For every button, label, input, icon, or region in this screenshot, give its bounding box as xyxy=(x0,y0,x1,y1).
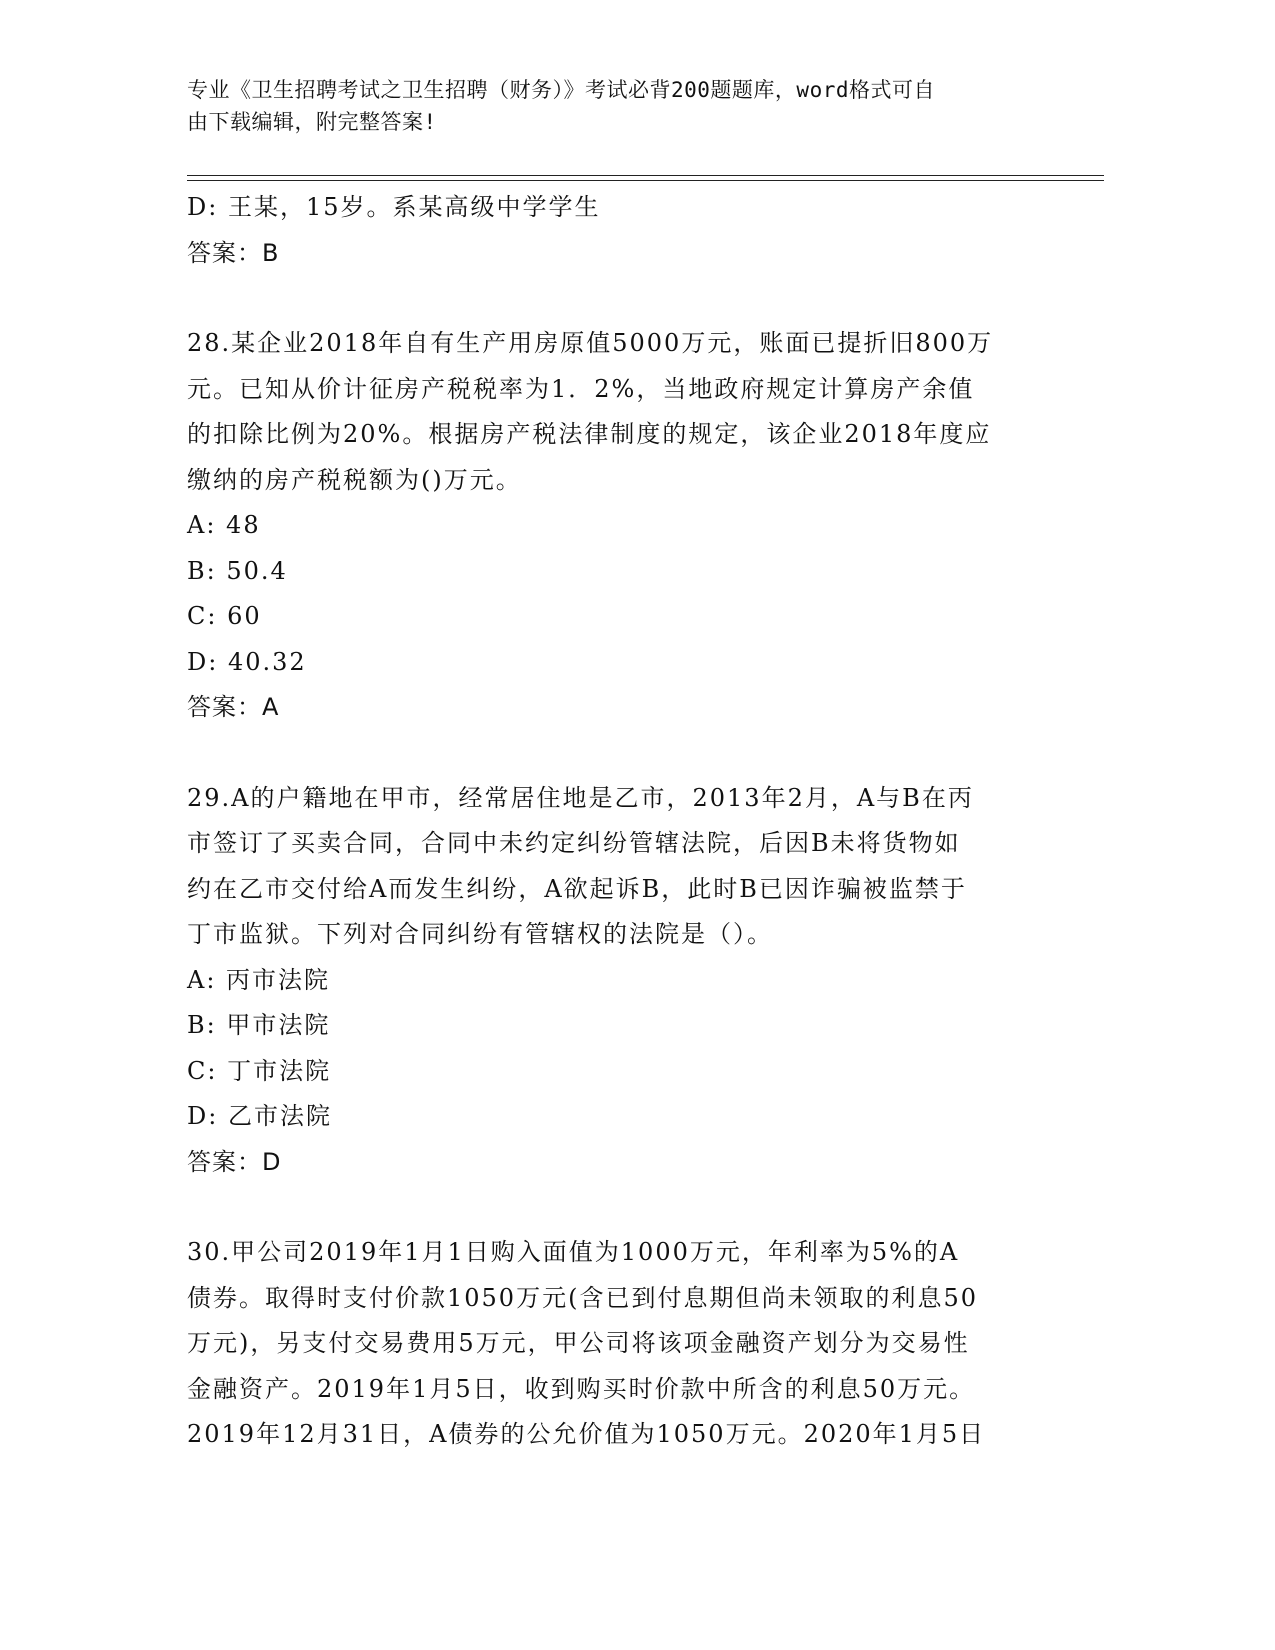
question-text-line: 金融资产。2019年1月5日，收到购买时价款中所含的利息50万元。 xyxy=(187,1374,976,1403)
question-text-line: 29.A的户籍地在甲市，经常居住地是乙市，2013年2月，A与B在丙 xyxy=(187,783,974,812)
header-line-1: 专业《卫生招聘考试之卫生招聘（财务）》考试必背200题题库，word格式可自 xyxy=(187,78,935,102)
option-a: A: 丙市法院 xyxy=(187,965,331,994)
option-c: C: 丁市法院 xyxy=(187,1056,332,1085)
question-text-line: 2019年12月31日，A债券的公允价值为1050万元。2020年1月5日 xyxy=(187,1420,986,1448)
question-30 xyxy=(187,1230,1067,1458)
option-d: D: 乙市法院 xyxy=(187,1102,332,1130)
option-c: C: 60 xyxy=(187,602,262,630)
option-b: B: 50.4 xyxy=(187,556,288,585)
document-body xyxy=(187,185,1067,1458)
option-b: B: 甲市法院 xyxy=(187,1011,331,1039)
question-text-line: 丁市监狱。下列对合同纠纷有管辖权的法院是（）。 xyxy=(187,920,773,948)
option-a: A: 48 xyxy=(187,511,261,539)
answer-line: 答案：D xyxy=(187,1147,282,1176)
answer-line: 答案：A xyxy=(187,693,280,721)
option-d: D: 40.32 xyxy=(187,647,307,676)
spacer xyxy=(187,276,1067,321)
question-text-line: 缴纳的房产税税额为()万元。 xyxy=(187,465,522,494)
question-27-tail xyxy=(187,185,1067,276)
option-d: D: 王某，15岁。系某高级中学学生 xyxy=(187,193,601,221)
question-text-line: 市签订了买卖合同，合同中未约定纠纷管辖法院，后因B未将货物如 xyxy=(187,829,961,857)
question-text-line: 28.某企业2018年自有生产用房原值5000万元，账面已提折旧800万 xyxy=(187,329,994,357)
answer-line: 答案：B xyxy=(187,238,280,267)
header-line-2: 由下载编辑，附完整答案! xyxy=(187,110,437,134)
spacer xyxy=(187,1185,1067,1230)
question-text-line: 30.甲公司2019年1月1日购入面值为1000万元，年利率为5%的A xyxy=(187,1238,960,1266)
question-28 xyxy=(187,321,1067,731)
document-header xyxy=(187,74,1087,138)
question-29 xyxy=(187,776,1067,1186)
question-text-line: 约在乙市交付给A而发生纠纷，A欲起诉B，此时B已因诈骗被监禁于 xyxy=(187,874,967,903)
question-text-line: 万元)，另支付交易费用5万元，甲公司将该项金融资产划分为交易性 xyxy=(187,1329,970,1357)
spacer xyxy=(187,731,1067,776)
question-text-line: 的扣除比例为20%。根据房产税法律制度的规定，该企业2018年度应 xyxy=(187,420,992,448)
header-rule-top xyxy=(187,175,1104,176)
header-rule-bottom xyxy=(187,180,1104,181)
question-text-line: 债券。取得时支付价款1050万元(含已到付息期但尚未领取的利息50 xyxy=(187,1283,978,1312)
question-text-line: 元。已知从价计征房产税税率为1．2%，当地政府规定计算房产余值 xyxy=(187,374,975,403)
